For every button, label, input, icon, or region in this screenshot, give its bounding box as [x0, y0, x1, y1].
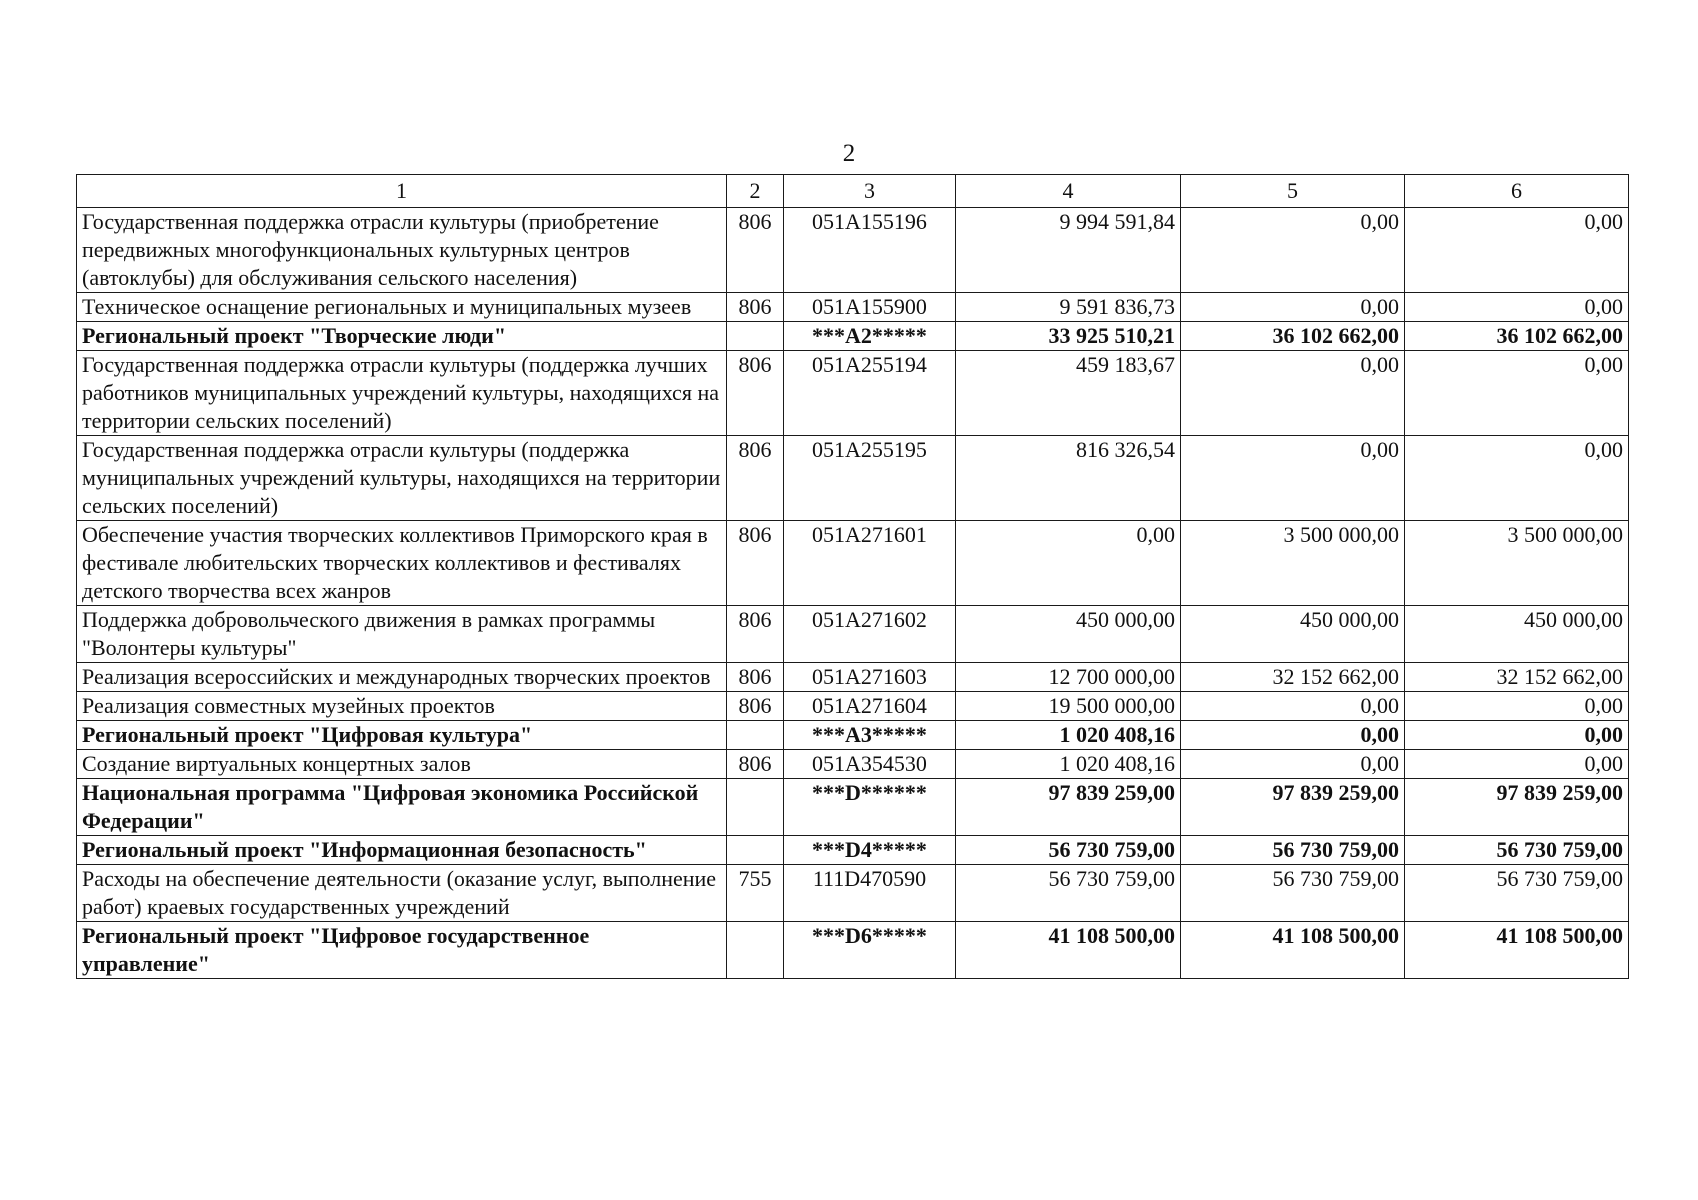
row-code-2	[727, 721, 784, 750]
row-amount-6: 0,00	[1405, 692, 1629, 721]
row-amount-6: 0,00	[1405, 351, 1629, 436]
table-row	[77, 322, 1629, 351]
table-row	[77, 692, 1629, 721]
table-row	[77, 606, 1629, 663]
row-amount-4: 0,00	[956, 521, 1181, 606]
row-amount-5: 0,00	[1181, 436, 1405, 521]
row-name: Обеспечение участия творческих коллективов Приморского края в фестивале любительских творческих коллективов и фестивалях детского творчества всех жанров	[77, 521, 727, 606]
page-number: 2	[842, 140, 856, 167]
row-code-2	[727, 922, 784, 979]
row-amount-5: 56 730 759,00	[1181, 865, 1405, 922]
row-amount-5: 36 102 662,00	[1181, 322, 1405, 351]
table-row	[77, 208, 1629, 293]
row-name: Расходы на обеспечение деятельности (оказание услуг, выполнение работ) краевых государственных учреждений	[77, 865, 727, 922]
row-name: Национальная программа "Цифровая экономика Российской Федерации"	[77, 779, 727, 836]
row-amount-5: 41 108 500,00	[1181, 922, 1405, 979]
budget-table	[76, 174, 1629, 979]
row-amount-6: 97 839 259,00	[1405, 779, 1629, 836]
row-code-3: ***A3*****	[784, 721, 956, 750]
row-amount-4: 816 326,54	[956, 436, 1181, 521]
row-code-3: 051A155900	[784, 293, 956, 322]
row-code-3: 051A271602	[784, 606, 956, 663]
table-row	[77, 836, 1629, 865]
row-code-2	[727, 779, 784, 836]
row-amount-6: 56 730 759,00	[1405, 836, 1629, 865]
row-code-2: 806	[727, 293, 784, 322]
table-row	[77, 779, 1629, 836]
row-amount-5: 56 730 759,00	[1181, 836, 1405, 865]
row-name: Государственная поддержка отрасли культуры (поддержка муниципальных учреждений культуры, находящихся на территории сельских поселений)	[77, 436, 727, 521]
row-code-3: 051A255195	[784, 436, 956, 521]
row-amount-6: 56 730 759,00	[1405, 865, 1629, 922]
row-code-3: 051A271601	[784, 521, 956, 606]
table-row	[77, 351, 1629, 436]
row-amount-5: 0,00	[1181, 293, 1405, 322]
row-amount-6: 0,00	[1405, 208, 1629, 293]
row-code-2: 806	[727, 436, 784, 521]
table-row	[77, 865, 1629, 922]
row-name: Реализация совместных музейных проектов	[77, 692, 727, 721]
row-amount-6: 0,00	[1405, 750, 1629, 779]
row-code-3: 051A354530	[784, 750, 956, 779]
table-row	[77, 922, 1629, 979]
row-code-3: 051A255194	[784, 351, 956, 436]
row-code-2: 806	[727, 750, 784, 779]
row-name: Региональный проект "Информационная безопасность"	[77, 836, 727, 865]
row-amount-4: 1 020 408,16	[956, 721, 1181, 750]
header-col-1: 1	[77, 175, 727, 208]
table-row	[77, 750, 1629, 779]
row-code-2	[727, 322, 784, 351]
table-row	[77, 436, 1629, 521]
row-code-3: ***D4*****	[784, 836, 956, 865]
row-amount-4: 41 108 500,00	[956, 922, 1181, 979]
row-code-2: 806	[727, 606, 784, 663]
row-name: Техническое оснащение региональных и муниципальных музеев	[77, 293, 727, 322]
row-amount-4: 450 000,00	[956, 606, 1181, 663]
header-row	[77, 175, 1629, 208]
row-amount-5: 32 152 662,00	[1181, 663, 1405, 692]
table-row	[77, 293, 1629, 322]
row-code-2	[727, 836, 784, 865]
row-amount-6: 3 500 000,00	[1405, 521, 1629, 606]
row-code-3: 051A271604	[784, 692, 956, 721]
row-amount-6: 36 102 662,00	[1405, 322, 1629, 351]
row-code-2: 806	[727, 208, 784, 293]
row-name: Государственная поддержка отрасли культуры (поддержка лучших работников муниципальных учреждений культуры, находящихся на территории сельских поселений)	[77, 351, 727, 436]
row-amount-5: 0,00	[1181, 750, 1405, 779]
row-amount-4: 56 730 759,00	[956, 836, 1181, 865]
row-amount-4: 33 925 510,21	[956, 322, 1181, 351]
row-name: Создание виртуальных концертных залов	[77, 750, 727, 779]
row-amount-5: 0,00	[1181, 208, 1405, 293]
row-amount-5: 0,00	[1181, 721, 1405, 750]
header-col-6: 6	[1405, 175, 1629, 208]
row-amount-5: 450 000,00	[1181, 606, 1405, 663]
header-col-3: 3	[784, 175, 956, 208]
row-code-2: 755	[727, 865, 784, 922]
row-code-3: ***A2*****	[784, 322, 956, 351]
row-name: Региональный проект "Цифровая культура"	[77, 721, 727, 750]
row-amount-6: 450 000,00	[1405, 606, 1629, 663]
table-row	[77, 721, 1629, 750]
row-name: Реализация всероссийских и международных творческих проектов	[77, 663, 727, 692]
row-amount-5: 0,00	[1181, 351, 1405, 436]
row-amount-6: 0,00	[1405, 293, 1629, 322]
row-code-3: 051A271603	[784, 663, 956, 692]
row-amount-6: 41 108 500,00	[1405, 922, 1629, 979]
row-code-3: ***D******	[784, 779, 956, 836]
row-code-3: 111D470590	[784, 865, 956, 922]
row-name: Поддержка добровольческого движения в рамках программы "Волонтеры культуры"	[77, 606, 727, 663]
row-amount-4: 97 839 259,00	[956, 779, 1181, 836]
row-amount-4: 56 730 759,00	[956, 865, 1181, 922]
row-amount-6: 32 152 662,00	[1405, 663, 1629, 692]
row-amount-4: 12 700 000,00	[956, 663, 1181, 692]
row-amount-5: 97 839 259,00	[1181, 779, 1405, 836]
row-amount-4: 9 591 836,73	[956, 293, 1181, 322]
row-code-3: 051A155196	[784, 208, 956, 293]
header-col-4: 4	[956, 175, 1181, 208]
row-amount-6: 0,00	[1405, 721, 1629, 750]
header-col-5: 5	[1181, 175, 1405, 208]
row-name: Региональный проект "Творческие люди"	[77, 322, 727, 351]
row-name: Региональный проект "Цифровое государственное управление"	[77, 922, 727, 979]
row-amount-4: 459 183,67	[956, 351, 1181, 436]
row-amount-6: 0,00	[1405, 436, 1629, 521]
row-amount-5: 3 500 000,00	[1181, 521, 1405, 606]
row-amount-4: 9 994 591,84	[956, 208, 1181, 293]
row-code-2: 806	[727, 692, 784, 721]
row-amount-4: 19 500 000,00	[956, 692, 1181, 721]
table-row	[77, 521, 1629, 606]
header-col-2: 2	[727, 175, 784, 208]
row-amount-4: 1 020 408,16	[956, 750, 1181, 779]
row-code-2: 806	[727, 521, 784, 606]
table-row	[77, 663, 1629, 692]
row-code-2: 806	[727, 351, 784, 436]
row-name: Государственная поддержка отрасли культуры (приобретение передвижных многофункциональных культурных центров (автоклубы) для обслуживания сельского населения)	[77, 208, 727, 293]
row-code-2: 806	[727, 663, 784, 692]
row-amount-5: 0,00	[1181, 692, 1405, 721]
row-code-3: ***D6*****	[784, 922, 956, 979]
